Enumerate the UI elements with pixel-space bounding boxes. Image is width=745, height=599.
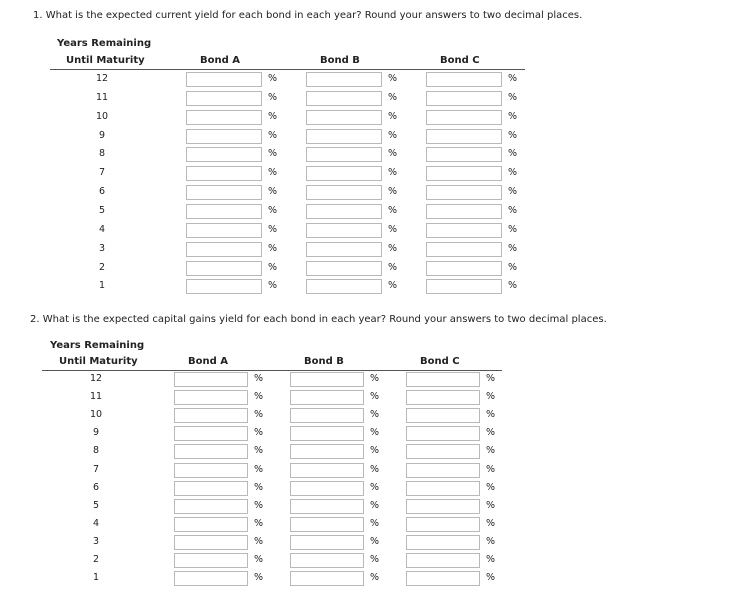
q2-years-label: 7 xyxy=(92,463,100,475)
q1-bond-c-input[interactable] xyxy=(426,185,502,200)
q1-bond-c-percent-unit: % xyxy=(508,148,518,160)
q1-bond-a-percent-unit: % xyxy=(268,280,278,292)
q1-years-label: 10 xyxy=(95,110,109,122)
q2-bond-c-percent-unit: % xyxy=(486,409,496,421)
q2-bond-b-percent-unit: % xyxy=(370,572,380,584)
q2-bond-c-input[interactable] xyxy=(406,463,480,478)
q1-bond-c-percent-unit: % xyxy=(508,223,518,235)
q1-bond-a-percent-unit: % xyxy=(268,110,278,122)
q2-bond-a-percent-unit: % xyxy=(254,463,264,475)
q1-bond-c-percent-unit: % xyxy=(508,280,518,292)
q1-bond-c-percent-unit: % xyxy=(508,242,518,254)
q1-bond-b-input[interactable] xyxy=(306,223,382,238)
q2-bond-c-input[interactable] xyxy=(406,571,480,586)
q2-bond-a-percent-unit: % xyxy=(254,499,264,511)
q2-bond-a-percent-unit: % xyxy=(254,373,264,384)
q2-bond-c-input[interactable] xyxy=(406,499,480,514)
q2-bond-c-percent-unit: % xyxy=(486,373,496,384)
q1-bond-b-percent-unit: % xyxy=(388,167,398,179)
q1-bond-b-percent-unit: % xyxy=(388,186,398,198)
q2-bond-c-input[interactable] xyxy=(406,444,480,459)
q1-years-header-line2: Until Maturity xyxy=(66,55,145,66)
q2-bond-b-percent-unit: % xyxy=(370,445,380,457)
q1-bond-c-input[interactable] xyxy=(426,110,502,125)
q2-years-label: 12 xyxy=(89,373,103,384)
q1-bond-c-percent-unit: % xyxy=(508,73,518,84)
q1-bond-b-input[interactable] xyxy=(306,185,382,200)
q1-bond-b-percent-unit: % xyxy=(388,223,398,235)
q1-bond-a-input[interactable] xyxy=(186,110,262,125)
q1-bond-b-input[interactable] xyxy=(306,91,382,106)
q1-bond-a-percent-unit: % xyxy=(268,223,278,235)
q2-bond-b-input[interactable] xyxy=(290,517,364,532)
q2-bond-b-percent-unit: % xyxy=(370,427,380,439)
q1-bond-c-input[interactable] xyxy=(426,166,502,181)
q2-bond-a-percent-unit: % xyxy=(254,535,264,547)
q1-bond-c-input[interactable] xyxy=(426,129,502,144)
q1-bond-c-input[interactable] xyxy=(426,204,502,219)
q1-bond-a-percent-unit: % xyxy=(268,167,278,179)
q1-bond-a-input[interactable] xyxy=(186,91,262,106)
q2-bond-a-input[interactable] xyxy=(174,499,248,514)
q2-years-label: 9 xyxy=(92,427,100,439)
q1-bond-a-input[interactable] xyxy=(186,185,262,200)
q1-years-header-line1: Years Remaining xyxy=(57,38,152,49)
q1-bond-b-input[interactable] xyxy=(306,204,382,219)
q2-bond-a-input[interactable] xyxy=(174,444,248,459)
q2-bond-c-header: Bond C xyxy=(420,356,460,367)
q2-years-label: 8 xyxy=(92,445,100,457)
q1-bond-c-input[interactable] xyxy=(426,242,502,257)
q1-years-label: 12 xyxy=(95,73,109,84)
q2-bond-a-percent-unit: % xyxy=(254,481,264,493)
q2-bond-a-input[interactable] xyxy=(174,372,248,387)
q2-bond-b-percent-unit: % xyxy=(370,535,380,547)
question-1-text: 1. What is the expected current yield for each bond in each year? Round your answers to two decimal places. xyxy=(33,10,583,21)
q1-bond-b-input[interactable] xyxy=(306,261,382,276)
q1-bond-c-percent-unit: % xyxy=(508,110,518,122)
q2-bond-c-input[interactable] xyxy=(406,517,480,532)
q1-years-label: 5 xyxy=(98,204,106,216)
q1-years-label: 11 xyxy=(95,91,109,103)
q1-bond-c-input[interactable] xyxy=(426,91,502,106)
q1-bond-b-percent-unit: % xyxy=(388,280,398,292)
question-2-text: 2. What is the expected capital gains yield for each bond in each year? Round your answers to two decimal places. xyxy=(30,314,607,325)
q1-bond-c-input[interactable] xyxy=(426,72,502,87)
q2-bond-b-input[interactable] xyxy=(290,372,364,387)
q1-years-label: 3 xyxy=(98,242,106,254)
q1-bond-b-percent-unit: % xyxy=(388,73,398,84)
q2-bond-c-percent-unit: % xyxy=(486,427,496,439)
q2-bond-c-percent-unit: % xyxy=(486,481,496,493)
q2-years-label: 4 xyxy=(92,517,100,529)
q2-bond-b-input[interactable] xyxy=(290,463,364,478)
q2-bond-a-input[interactable] xyxy=(174,390,248,405)
q1-bond-a-input[interactable] xyxy=(186,223,262,238)
q2-bond-b-input[interactable] xyxy=(290,571,364,586)
q1-bond-b-percent-unit: % xyxy=(388,148,398,160)
q1-years-label: 1 xyxy=(98,280,106,292)
q1-bond-b-header: Bond B xyxy=(320,55,360,66)
q1-bond-b-input[interactable] xyxy=(306,129,382,144)
q2-bond-b-input[interactable] xyxy=(290,426,364,441)
q1-bond-b-percent-unit: % xyxy=(388,204,398,216)
q1-years-label: 7 xyxy=(98,167,106,179)
q1-bond-a-input[interactable] xyxy=(186,279,262,294)
q1-bond-c-input[interactable] xyxy=(426,147,502,162)
q2-bond-b-percent-unit: % xyxy=(370,481,380,493)
q1-bond-a-percent-unit: % xyxy=(268,73,278,84)
q2-bond-a-input[interactable] xyxy=(174,553,248,568)
q2-years-label: 2 xyxy=(92,554,100,565)
q2-bond-b-input[interactable] xyxy=(290,499,364,514)
q1-years-label: 4 xyxy=(98,223,106,235)
q1-bond-b-input[interactable] xyxy=(306,166,382,181)
q2-bond-b-percent-unit: % xyxy=(370,463,380,475)
q2-years-header-line2: Until Maturity xyxy=(59,356,138,367)
q1-bond-a-percent-unit: % xyxy=(268,204,278,216)
q2-years-label: 5 xyxy=(92,499,100,511)
q1-bond-a-input[interactable] xyxy=(186,204,262,219)
q2-years-label: 11 xyxy=(89,391,103,403)
q1-bond-c-percent-unit: % xyxy=(508,167,518,179)
q2-bond-c-input[interactable] xyxy=(406,535,480,550)
q1-bond-c-input[interactable] xyxy=(426,261,502,276)
q2-bond-a-percent-unit: % xyxy=(254,572,264,584)
q1-bond-b-input[interactable] xyxy=(306,279,382,294)
q2-bond-c-input[interactable] xyxy=(406,481,480,496)
q1-bond-a-input[interactable] xyxy=(186,129,262,144)
q2-bond-b-percent-unit: % xyxy=(370,554,380,565)
q2-bond-c-percent-unit: % xyxy=(486,499,496,511)
q2-bond-a-percent-unit: % xyxy=(254,554,264,565)
q2-bond-c-percent-unit: % xyxy=(486,463,496,475)
q1-years-label: 2 xyxy=(98,261,106,273)
q1-bond-b-input[interactable] xyxy=(306,147,382,162)
q2-bond-b-input[interactable] xyxy=(290,553,364,568)
q1-bond-c-input[interactable] xyxy=(426,223,502,238)
q2-bond-c-input[interactable] xyxy=(406,553,480,568)
q1-years-label: 6 xyxy=(98,186,106,198)
q2-bond-c-percent-unit: % xyxy=(486,535,496,547)
q2-bond-b-percent-unit: % xyxy=(370,391,380,403)
q2-bond-b-input[interactable] xyxy=(290,408,364,423)
q1-bond-a-input[interactable] xyxy=(186,261,262,276)
q2-bond-c-input[interactable] xyxy=(406,408,480,423)
q1-header-divider xyxy=(50,69,525,70)
q2-bond-a-percent-unit: % xyxy=(254,517,264,529)
q1-bond-c-percent-unit: % xyxy=(508,186,518,198)
q1-bond-a-percent-unit: % xyxy=(268,148,278,160)
q2-bond-b-percent-unit: % xyxy=(370,409,380,421)
q1-bond-c-percent-unit: % xyxy=(508,204,518,216)
q1-bond-c-header: Bond C xyxy=(440,55,480,66)
q1-bond-b-percent-unit: % xyxy=(388,261,398,273)
q2-bond-c-percent-unit: % xyxy=(486,445,496,457)
q1-bond-a-percent-unit: % xyxy=(268,91,278,103)
q2-bond-a-percent-unit: % xyxy=(254,391,264,403)
q2-header-divider xyxy=(42,370,502,371)
q2-bond-a-percent-unit: % xyxy=(254,427,264,439)
q2-bond-c-input[interactable] xyxy=(406,426,480,441)
q2-bond-b-percent-unit: % xyxy=(370,499,380,511)
q1-years-label: 8 xyxy=(98,148,106,160)
q1-bond-b-input[interactable] xyxy=(306,72,382,87)
q2-bond-a-header: Bond A xyxy=(188,356,228,367)
q2-bond-b-input[interactable] xyxy=(290,535,364,550)
q2-years-header-line1: Years Remaining xyxy=(50,340,145,351)
q1-bond-b-input[interactable] xyxy=(306,242,382,257)
q2-bond-a-input[interactable] xyxy=(174,426,248,441)
q2-years-label: 3 xyxy=(92,535,100,547)
q2-bond-c-percent-unit: % xyxy=(486,517,496,529)
q2-years-label: 1 xyxy=(92,572,100,584)
q2-bond-a-input[interactable] xyxy=(174,517,248,532)
q2-bond-b-header: Bond B xyxy=(304,356,344,367)
q2-bond-a-percent-unit: % xyxy=(254,445,264,457)
q2-bond-a-input[interactable] xyxy=(174,481,248,496)
q1-bond-c-percent-unit: % xyxy=(508,261,518,273)
q1-bond-c-percent-unit: % xyxy=(508,129,518,141)
q2-years-label: 10 xyxy=(89,409,103,421)
q1-bond-a-percent-unit: % xyxy=(268,129,278,141)
q1-bond-a-percent-unit: % xyxy=(268,261,278,273)
q2-bond-b-input[interactable] xyxy=(290,390,364,405)
q1-bond-a-header: Bond A xyxy=(200,55,240,66)
q2-years-label: 6 xyxy=(92,481,100,493)
q1-bond-a-percent-unit: % xyxy=(268,242,278,254)
q1-bond-a-input[interactable] xyxy=(186,72,262,87)
q2-bond-a-percent-unit: % xyxy=(254,409,264,421)
q1-bond-b-percent-unit: % xyxy=(388,110,398,122)
q2-bond-a-input[interactable] xyxy=(174,571,248,586)
q1-bond-b-percent-unit: % xyxy=(388,91,398,103)
q1-bond-a-percent-unit: % xyxy=(268,186,278,198)
q1-bond-c-percent-unit: % xyxy=(508,91,518,103)
q2-bond-a-input[interactable] xyxy=(174,408,248,423)
q1-years-label: 9 xyxy=(98,129,106,141)
q1-bond-c-input[interactable] xyxy=(426,279,502,294)
q1-bond-b-input[interactable] xyxy=(306,110,382,125)
q1-bond-a-input[interactable] xyxy=(186,166,262,181)
q2-bond-c-percent-unit: % xyxy=(486,554,496,565)
q2-bond-a-input[interactable] xyxy=(174,535,248,550)
q2-bond-b-input[interactable] xyxy=(290,481,364,496)
q1-bond-b-percent-unit: % xyxy=(388,242,398,254)
q1-bond-a-input[interactable] xyxy=(186,242,262,257)
q2-bond-c-percent-unit: % xyxy=(486,572,496,584)
q2-bond-a-input[interactable] xyxy=(174,463,248,478)
q1-bond-b-percent-unit: % xyxy=(388,129,398,141)
q2-bond-b-percent-unit: % xyxy=(370,517,380,529)
q2-bond-c-percent-unit: % xyxy=(486,391,496,403)
q2-bond-b-input[interactable] xyxy=(290,444,364,459)
q2-bond-c-input[interactable] xyxy=(406,372,480,387)
q2-bond-c-input[interactable] xyxy=(406,390,480,405)
q1-bond-a-input[interactable] xyxy=(186,147,262,162)
q2-bond-b-percent-unit: % xyxy=(370,373,380,384)
